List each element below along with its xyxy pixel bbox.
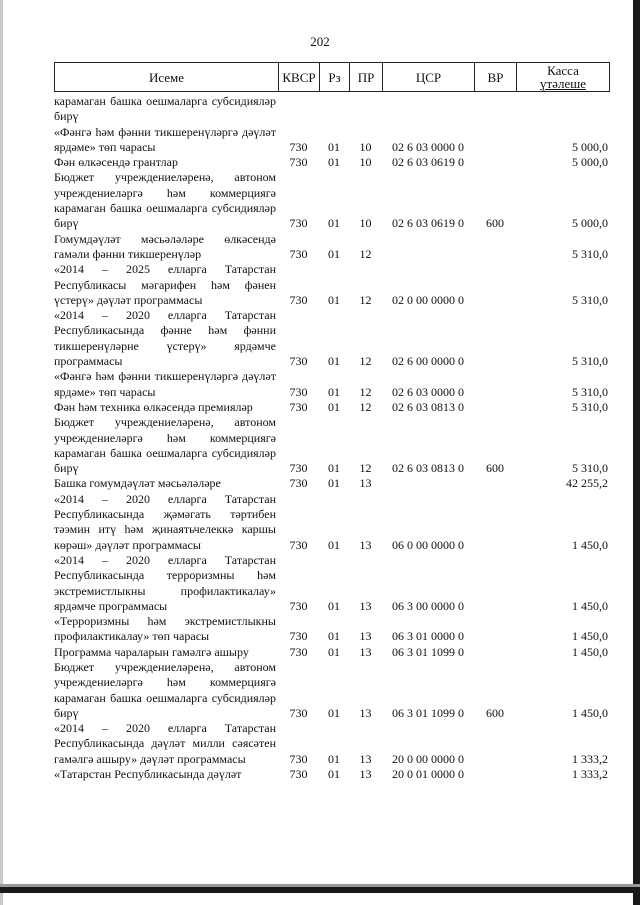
cell-rz: 01: [328, 139, 340, 154]
cell-rz: 01: [328, 644, 340, 659]
table-body: [54, 94, 610, 782]
cell-pr: 13: [359, 537, 372, 552]
table-row: [54, 155, 610, 170]
cell-kvsr: 730: [289, 216, 308, 231]
cell-kassa: 1 450,0: [572, 644, 608, 659]
table-row: [54, 308, 610, 369]
cell-csr: 02 6 00 0000 0: [392, 354, 464, 369]
cell-csr: 06 3 01 0000 0: [392, 629, 464, 644]
cell-name: Фән һәм техника өлкәсендә премияләр: [54, 399, 253, 414]
cell-rz: 01: [328, 399, 340, 414]
cell-name: «Татарстан Республикасында дәүләт: [54, 767, 242, 782]
header-kassa-line2: үтәлеше: [540, 76, 586, 91]
cell-kassa: 5 310,0: [572, 354, 608, 369]
cell-kassa: 1 450,0: [572, 598, 608, 613]
cell-csr: 02 6 03 0813 0: [392, 461, 464, 476]
header-name: Исеме: [54, 62, 278, 92]
cell-csr: 02 6 03 0813 0: [392, 399, 464, 414]
cell-rz: 01: [328, 705, 340, 720]
cell-vr: 600: [486, 216, 504, 231]
cell-kassa: 5 310,0: [572, 246, 608, 261]
cell-pr: 13: [359, 476, 372, 491]
cell-vr: 600: [486, 461, 504, 476]
cell-name: «2014 – 2020 елларга Татарстан Республикасында фәнне һәм фәнни тикшеренүләрне үстерү» ярдәмче программасы: [54, 308, 276, 369]
cell-kvsr: 730: [289, 354, 308, 369]
header-vr: ВР: [474, 62, 516, 92]
header-pr: ПР: [349, 62, 382, 92]
cell-csr: 06 3 01 1099 0: [392, 644, 464, 659]
cell-vr: 600: [486, 705, 504, 720]
header-rz: Рз: [319, 62, 349, 92]
cell-pr: 12: [359, 354, 372, 369]
cell-kvsr: 730: [289, 155, 308, 170]
table-row: [54, 94, 610, 125]
cell-pr: 10: [359, 216, 372, 231]
header-kassa-line1: Касса: [547, 63, 579, 78]
cell-kassa: 1 450,0: [572, 629, 608, 644]
cell-kvsr: 730: [289, 644, 308, 659]
table-row: [54, 767, 610, 782]
page-number: 202: [310, 34, 330, 49]
cell-name: карамаган башка оешмаларга субсидияләр бирү: [54, 94, 276, 124]
cell-pr: 12: [359, 384, 372, 399]
cell-rz: 01: [328, 246, 340, 261]
cell-name: «2014 – 2020 елларга Татарстан Республикасында җәмәгать тәртибен тәэмин итү һәм җинаятьчелеккә каршы көрәш» дәүләт программасы: [54, 491, 276, 552]
cell-kassa: 5 310,0: [572, 461, 608, 476]
table-row: [54, 660, 610, 721]
table-row: [54, 415, 610, 476]
cell-kassa: 42 255,2: [566, 476, 608, 491]
cell-kassa: 5 310,0: [572, 384, 608, 399]
cell-kvsr: 730: [289, 537, 308, 552]
cell-kassa: 1 333,2: [572, 751, 608, 766]
cell-kassa: 5 000,0: [572, 216, 608, 231]
cell-rz: 01: [328, 629, 340, 644]
cell-rz: 01: [328, 767, 340, 782]
cell-csr: 06 0 00 0000 0: [392, 537, 464, 552]
cell-pr: 13: [359, 629, 372, 644]
cell-csr: 02 6 03 0000 0: [392, 139, 464, 154]
cell-csr: 20 0 01 0000 0: [392, 767, 464, 782]
cell-rz: 01: [328, 461, 340, 476]
cell-name: «Фәнгә һәм фәнни тикшеренүләргә дәүләт ярдәме» төп чарасы: [54, 369, 276, 399]
cell-csr: 02 6 03 0000 0: [392, 384, 464, 399]
table-row: [54, 125, 610, 156]
cell-kvsr: 730: [289, 629, 308, 644]
scan-left-edge: [0, 0, 3, 905]
header-kassa: [516, 62, 610, 92]
table-row: [54, 645, 610, 660]
cell-kassa: 5 310,0: [572, 292, 608, 307]
table-row: [54, 614, 610, 645]
cell-rz: 01: [328, 155, 340, 170]
table-row: [54, 170, 610, 231]
cell-name: Башка гомумдәүләт мәсьәләләре: [54, 476, 221, 491]
cell-kvsr: 730: [289, 292, 308, 307]
cell-csr: 02 6 03 0619 0: [392, 155, 464, 170]
cell-rz: 01: [328, 476, 340, 491]
cell-name: «2014 – 2020 елларга Татарстан Республикасында дәүләт милли сәясәтен гамәлгә ашыру» дәүләт программасы: [54, 721, 276, 766]
cell-name: «Терроризмны һәм экстремистлыкны профилактикалау» төп чарасы: [54, 614, 276, 644]
cell-rz: 01: [328, 216, 340, 231]
cell-kvsr: 730: [289, 139, 308, 154]
cell-pr: 13: [359, 751, 372, 766]
cell-name: Бюджет учреждениеләренә, автоном учреждениеләргә һәм коммерциягә карамаган башка оешмаларга субсидияләр бирү: [54, 415, 276, 476]
cell-rz: 01: [328, 354, 340, 369]
header-kvsr: КВСР: [278, 62, 319, 92]
cell-kvsr: 730: [289, 705, 308, 720]
table-row: [54, 232, 610, 263]
table-row: [54, 553, 610, 614]
cell-rz: 01: [328, 292, 340, 307]
cell-pr: 10: [359, 155, 372, 170]
cell-kvsr: 730: [289, 399, 308, 414]
cell-name: Гомумдәүләт мәсьәләләре өлкәсендә гамәли фәнни тикшеренүләр: [54, 231, 276, 261]
cell-rz: 01: [328, 598, 340, 613]
cell-pr: 13: [359, 705, 372, 720]
cell-pr: 12: [359, 292, 372, 307]
cell-csr: 20 0 00 0000 0: [392, 751, 464, 766]
cell-csr: 02 0 00 0000 0: [392, 292, 464, 307]
cell-csr: 06 3 01 1099 0: [392, 705, 464, 720]
scan-bottom-edge: [0, 887, 640, 893]
table-row: [54, 476, 610, 491]
table-row: [54, 492, 610, 553]
cell-pr: 12: [359, 461, 372, 476]
cell-kvsr: 730: [289, 461, 308, 476]
cell-pr: 10: [359, 139, 372, 154]
cell-kassa: 5 000,0: [572, 155, 608, 170]
cell-pr: 12: [359, 399, 372, 414]
cell-name: «Фәнгә һәм фәнни тикшеренүләргә дәүләт ярдәме» төп чарасы: [54, 124, 276, 154]
cell-kvsr: 730: [289, 767, 308, 782]
cell-name: Фән өлкәсендә грантлар: [54, 155, 178, 170]
cell-name: Бюджет учреждениеләренә, автоном учреждениеләргә һәм коммерциягә карамаган башка оешмаларга субсидияләр бирү: [54, 659, 276, 720]
cell-kvsr: 730: [289, 751, 308, 766]
cell-rz: 01: [328, 537, 340, 552]
cell-pr: 13: [359, 644, 372, 659]
cell-kvsr: 730: [289, 598, 308, 613]
cell-kassa: 1 333,2: [572, 767, 608, 782]
cell-kvsr: 730: [289, 384, 308, 399]
cell-name: «2014 – 2020 елларга Татарстан Республикасында терроризмны һәм экстремистлыкны профилактикалау» ярдәмче программасы: [54, 552, 276, 613]
cell-kassa: 5 310,0: [572, 399, 608, 414]
cell-pr: 12: [359, 246, 372, 261]
cell-name: «2014 – 2025 елларга Татарстан Республикасы мәгарифен һәм фәнен үстерү» дәүләт программасы: [54, 262, 276, 307]
cell-kvsr: 730: [289, 476, 308, 491]
cell-name: Бюджет учреждениеләренә, автоном учреждениеләргә һәм коммерциягә карамаган башка оешмаларга субсидияләр бирү: [54, 170, 276, 231]
cell-kassa: 1 450,0: [572, 537, 608, 552]
cell-rz: 01: [328, 384, 340, 399]
table-row: [54, 369, 610, 400]
cell-csr: 02 6 03 0619 0: [392, 216, 464, 231]
cell-name: Программа чараларын гамәлгә ашыру: [54, 644, 249, 659]
table-row: [54, 262, 610, 308]
scan-right-edge: [633, 0, 640, 905]
header-csr: ЦСР: [382, 62, 474, 92]
table-row: [54, 400, 610, 415]
cell-csr: 06 3 00 0000 0: [392, 598, 464, 613]
cell-pr: 13: [359, 767, 372, 782]
table-row: [54, 721, 610, 767]
cell-pr: 13: [359, 598, 372, 613]
cell-kvsr: 730: [289, 246, 308, 261]
cell-rz: 01: [328, 751, 340, 766]
cell-kassa: 1 450,0: [572, 705, 608, 720]
cell-kassa: 5 000,0: [572, 139, 608, 154]
